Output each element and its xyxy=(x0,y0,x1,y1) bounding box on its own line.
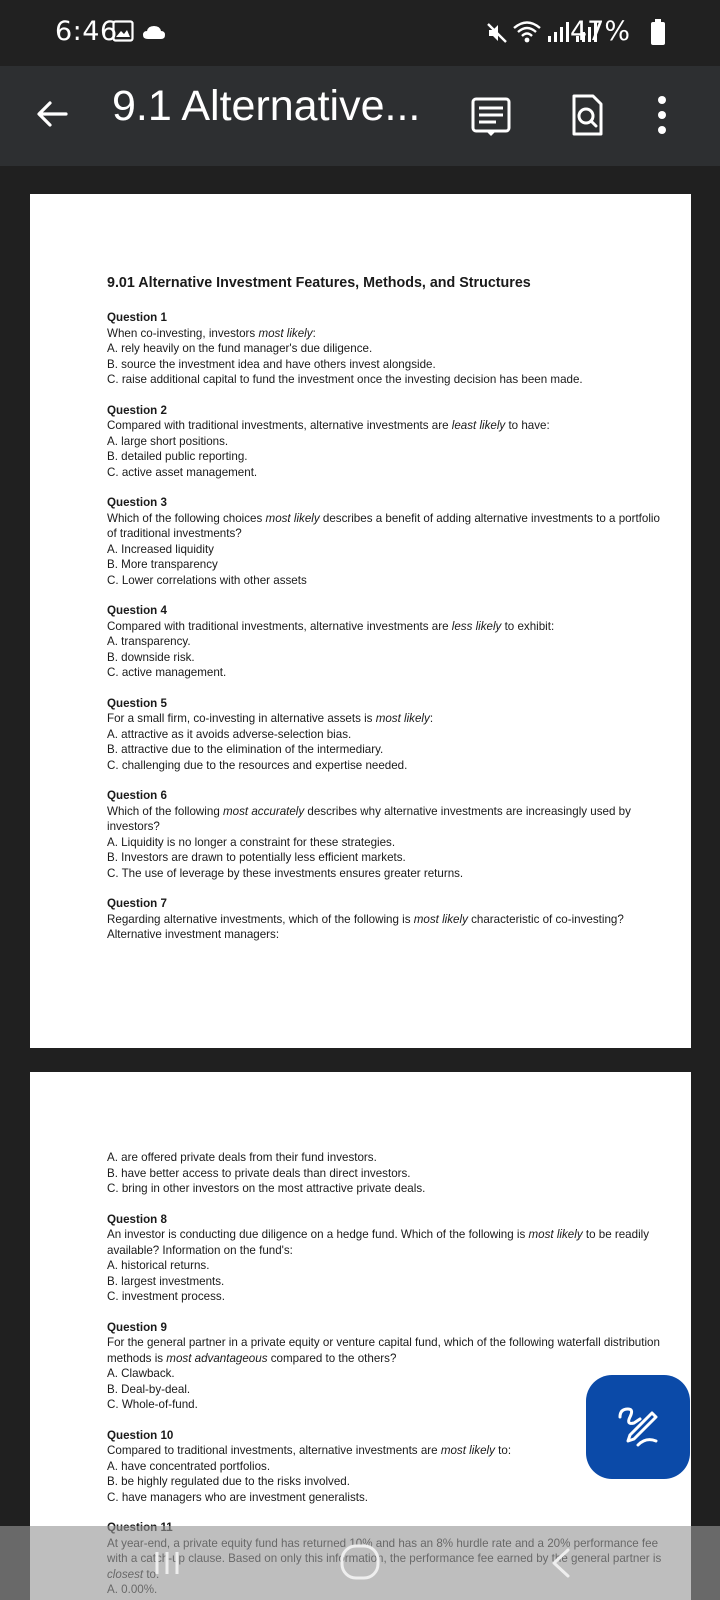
question-1 xyxy=(107,310,667,388)
document-title: 9.1 Alternative... xyxy=(112,82,421,130)
answer-option: C. challenging due to the resources and expertise needed. xyxy=(107,758,408,772)
question-stem: Regarding alternative investments, which of the following is most likely characteristic of co-investing? Alternative investment managers: xyxy=(107,912,624,941)
recent-apps-icon[interactable] xyxy=(152,1546,182,1580)
question-stem: Which of the following choices most likely describes a benefit of adding alternative investments to a portfolio of traditional investments? xyxy=(107,511,660,540)
question-stem: For a small firm, co-investing in alternative assets is most likely: xyxy=(107,712,434,725)
question-label: Question 5 xyxy=(107,696,167,710)
answer-option: C. have managers who are investment generalists. xyxy=(107,1490,368,1504)
home-icon[interactable] xyxy=(338,1542,382,1582)
answer-option: B. attractive due to the elimination of the intermediary. xyxy=(107,743,384,756)
signal-strength-icon xyxy=(546,20,572,44)
answer-option: A. transparency. xyxy=(107,635,191,648)
answer-option: B. largest investments. xyxy=(107,1274,225,1288)
clock-time: 6:46 xyxy=(55,16,118,47)
answer-option: B. More transparency xyxy=(107,558,218,571)
question-7 xyxy=(107,896,667,943)
question-stem: When co-investing, investors most likely: xyxy=(107,326,316,340)
document-page-1 xyxy=(30,194,691,1048)
question-label: Question 3 xyxy=(107,496,167,509)
question-8 xyxy=(107,1212,667,1305)
answer-option: B. source the investment idea and have others invest alongside. xyxy=(107,357,436,371)
gallery-icon xyxy=(112,20,134,42)
question-label: Question 8 xyxy=(107,1212,167,1226)
system-navigation-bar xyxy=(0,1526,720,1600)
answer-option: A. Increased liquidity xyxy=(107,542,214,556)
question-label: Question 9 xyxy=(107,1320,167,1334)
back-arrow-icon[interactable] xyxy=(32,94,72,134)
answer-option: A. attractive as it avoids adverse-selection bias. xyxy=(107,727,352,741)
answer-option: B. detailed public reporting. xyxy=(107,450,248,463)
question-label: Question 6 xyxy=(107,789,167,802)
question-stem: For the general partner in a private equity or venture capital fund, which of the following waterfall distribution methods is most advantageous compared to the others? xyxy=(107,1336,660,1365)
question-9 xyxy=(107,1320,667,1413)
answer-option: C. active asset management. xyxy=(107,465,258,479)
answer-option: A. Clawback. xyxy=(107,1367,175,1380)
battery-percent: 47% xyxy=(569,16,630,47)
answer-option: B. downside risk. xyxy=(107,650,195,664)
cloud-icon xyxy=(142,24,166,40)
answer-option: C. raise additional capital to fund the investment once the investing decision has been made. xyxy=(107,373,583,386)
question-label: Question 1 xyxy=(107,311,167,324)
answer-option: A. have concentrated portfolios. xyxy=(107,1459,271,1473)
wifi-icon xyxy=(512,20,546,44)
back-nav-icon[interactable] xyxy=(548,1546,574,1580)
question-label: Question 4 xyxy=(107,604,167,617)
answer-option: A. historical returns. xyxy=(107,1259,210,1272)
annotate-fab-button[interactable] xyxy=(586,1375,690,1479)
answer-option: C. Lower correlations with other assets xyxy=(107,573,307,587)
answer-option: A. large short positions. xyxy=(107,434,229,448)
pen-annotate-icon xyxy=(616,1405,660,1449)
answer-option: C. investment process. xyxy=(107,1290,225,1303)
question-stem: Compared with traditional investments, alternative investments are least likely to have: xyxy=(107,419,550,432)
question-6 xyxy=(107,788,667,881)
status-bar xyxy=(0,0,720,66)
answer-option: B. Deal-by-deal. xyxy=(107,1382,191,1396)
answer-option: C. Whole-of-fund. xyxy=(107,1398,198,1411)
more-options-icon[interactable] xyxy=(650,90,674,140)
question-label: Question 10 xyxy=(107,1428,174,1442)
answer-option: B. be highly regulated due to the risks involved. xyxy=(107,1475,350,1488)
page-1-content xyxy=(107,274,667,958)
mute-icon xyxy=(486,22,508,44)
question-stem: Compared to traditional investments, alternative investments are most likely to: xyxy=(107,1444,512,1457)
question-5 xyxy=(107,696,667,774)
app-toolbar xyxy=(0,66,720,166)
document-page-2 xyxy=(30,1072,691,1600)
question-label: Question 2 xyxy=(107,403,167,417)
battery-icon xyxy=(650,18,666,46)
question-4 xyxy=(107,603,667,681)
question-stem: An investor is conducting due diligence on a hedge fund. Which of the following is most likely to be readily available? Information on the fund's: xyxy=(107,1228,650,1257)
question-label: Question 7 xyxy=(107,897,167,910)
question-10 xyxy=(107,1428,667,1506)
question-stem: Which of the following most accurately describes why alternative investments are increasingly used by investors? xyxy=(107,804,631,833)
document-heading: 9.01 Alternative Investment Features, Methods, and Structures xyxy=(107,275,531,291)
answer-option: A. Liquidity is no longer a constraint for these strategies. xyxy=(107,835,396,849)
answer-option: C. bring in other investors on the most attractive private deals. xyxy=(107,1182,426,1195)
answer-option: B. Investors are drawn to potentially less efficient markets. xyxy=(107,851,406,864)
question-2 xyxy=(107,403,667,481)
answer-option: A. are offered private deals from their fund investors. xyxy=(107,1151,377,1164)
question-3 xyxy=(107,495,667,588)
answer-option: C. active management. xyxy=(107,666,227,679)
answer-option: B. have better access to private deals than direct investors. xyxy=(107,1166,411,1180)
answer-option: C. The use of leverage by these investments ensures greater returns. xyxy=(107,866,464,880)
question-stem: Compared with traditional investments, alternative investments are less likely to exhibit: xyxy=(107,619,555,633)
answer-option: A. rely heavily on the fund manager's due diligence. xyxy=(107,342,373,355)
search-document-icon[interactable] xyxy=(562,90,612,140)
question-7-options xyxy=(107,1150,667,1197)
text-view-icon[interactable] xyxy=(466,90,516,140)
